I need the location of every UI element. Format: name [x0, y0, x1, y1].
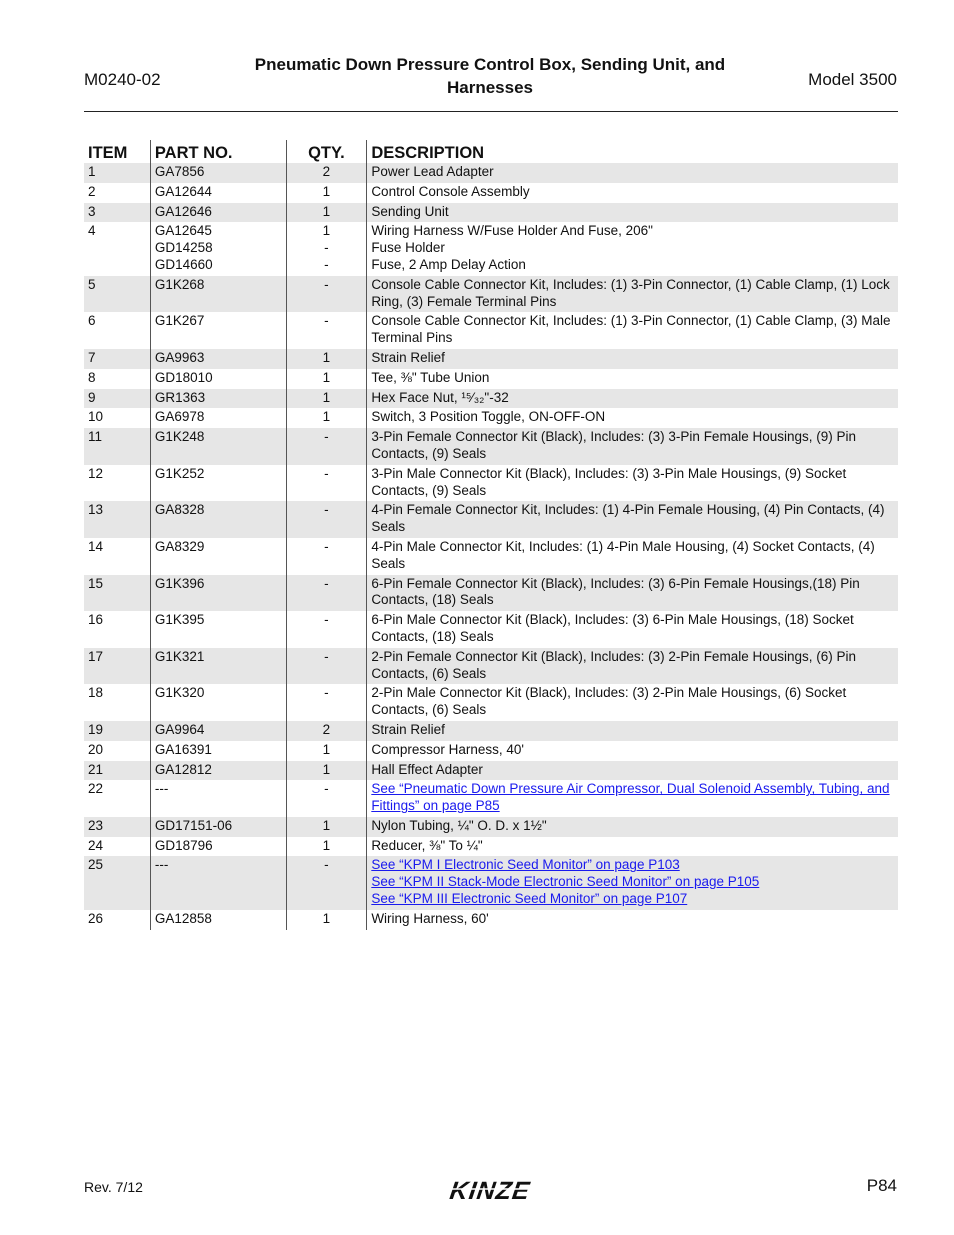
part-number: G1K248	[154, 429, 205, 445]
quantity-cell	[286, 538, 367, 575]
quantity-cell	[286, 222, 367, 275]
quantity: -	[324, 781, 329, 797]
item-number: 15	[84, 575, 150, 612]
part-number-cell	[150, 408, 286, 428]
description-cell	[367, 780, 898, 817]
part-number: GA12646	[154, 203, 212, 219]
description: Control Console Assembly	[371, 183, 530, 199]
part-number-cell	[150, 741, 286, 761]
part-number-cell	[150, 684, 286, 721]
part-number-cell	[150, 183, 286, 203]
part-number: GA6978	[154, 409, 205, 425]
description: Sending Unit	[371, 203, 449, 219]
quantity: 1	[322, 741, 331, 757]
quantity: 1	[322, 183, 331, 199]
item-number: 2	[84, 183, 150, 203]
part-number-cell	[150, 648, 286, 685]
item-number: 8	[84, 369, 150, 389]
quantity-cell	[286, 761, 367, 781]
quantity: -	[324, 538, 329, 554]
part-number-cell	[150, 817, 286, 837]
quantity-cell	[286, 369, 367, 389]
part-number: G1K252	[154, 465, 205, 481]
table-row	[84, 721, 898, 741]
cross-reference-link[interactable]: See “KPM III Electronic Seed Monitor” on page P107	[371, 891, 688, 907]
quantity: 1	[322, 203, 331, 219]
table-row	[84, 684, 898, 721]
table-row	[84, 575, 898, 612]
table-row	[84, 312, 898, 349]
part-number-cell	[150, 837, 286, 857]
part-number-cell	[150, 856, 286, 909]
column-header-description: DESCRIPTION	[371, 144, 485, 162]
part-number-cell	[150, 312, 286, 349]
item-number: 3	[84, 203, 150, 223]
item-number: 22	[84, 780, 150, 817]
table-row	[84, 817, 898, 837]
description: Wiring Harness, 60'	[371, 910, 489, 926]
column-header-item: ITEM	[84, 140, 150, 163]
quantity-cell	[286, 408, 367, 428]
description-cell	[367, 817, 898, 837]
part-number: GA16391	[154, 741, 212, 757]
description-cell	[367, 163, 898, 183]
part-number: GD17151-06	[154, 817, 233, 833]
quantity-cell	[286, 428, 367, 465]
description: Strain Relief	[371, 721, 445, 737]
description: 2-Pin Female Connector Kit (Black), Includes: (3) 2-Pin Female Housings, (6) Pin Contacts, (6) Seals	[371, 648, 857, 681]
part-number: G1K320	[154, 685, 205, 701]
quantity: -	[324, 256, 329, 272]
description: Hex Face Nut, ¹⁵⁄₃₂"-32	[371, 389, 509, 405]
part-number: GA12645	[154, 223, 212, 239]
item-number: 10	[84, 408, 150, 428]
part-number: ---	[154, 857, 169, 873]
description-cell	[367, 369, 898, 389]
description-cell	[367, 837, 898, 857]
part-number-cell	[150, 389, 286, 409]
item-number: 14	[84, 538, 150, 575]
quantity-cell	[286, 349, 367, 369]
item-number: 13	[84, 501, 150, 538]
table-row	[84, 501, 898, 538]
page-number: P84	[866, 1176, 897, 1195]
description-cell	[367, 575, 898, 612]
part-number-cell	[150, 611, 286, 648]
table-row	[84, 611, 898, 648]
description-cell	[367, 910, 898, 930]
description-cell	[367, 389, 898, 409]
part-number: GA9963	[154, 349, 205, 365]
item-number: 24	[84, 837, 150, 857]
table-row	[84, 369, 898, 389]
table-row	[84, 276, 898, 313]
item-number: 11	[84, 428, 150, 465]
description: Fuse Holder	[371, 240, 445, 256]
quantity: 1	[322, 369, 331, 385]
cross-reference-link[interactable]: See “Pneumatic Down Pressure Air Compressor, Dual Solenoid Assembly, Tubing, and Fittings” on page P85	[371, 781, 890, 814]
part-number: GD18796	[154, 837, 213, 853]
quantity-cell	[286, 910, 367, 930]
page-title: Pneumatic Down Pressure Control Box, Sending Unit, and Harnesses	[254, 55, 726, 97]
model-label: Model 3500	[808, 70, 897, 89]
item-number: 21	[84, 761, 150, 781]
quantity-cell	[286, 312, 367, 349]
description-cell	[367, 501, 898, 538]
quantity: -	[324, 857, 329, 873]
quantity-cell	[286, 817, 367, 837]
description: Fuse, 2 Amp Delay Action	[371, 256, 526, 272]
part-number: GA8329	[154, 538, 205, 554]
part-number: GD14660	[154, 256, 213, 272]
quantity: 2	[322, 721, 331, 737]
column-header-part-no: PART NO.	[150, 140, 286, 163]
table-row	[84, 910, 898, 930]
part-number: GD14258	[154, 240, 213, 256]
item-number: 16	[84, 611, 150, 648]
quantity: -	[324, 313, 329, 329]
description-cell	[367, 183, 898, 203]
item-number: 9	[84, 389, 150, 409]
parts-table	[84, 140, 898, 930]
part-number-cell	[150, 465, 286, 502]
part-number-cell	[150, 428, 286, 465]
part-number-cell	[150, 163, 286, 183]
svg-text:KINZE: KINZE	[448, 1177, 532, 1205]
quantity: 1	[322, 837, 331, 853]
description-cell	[367, 721, 898, 741]
table-row	[84, 837, 898, 857]
quantity-cell	[286, 575, 367, 612]
table-row	[84, 163, 898, 183]
item-number: 1	[84, 163, 150, 183]
quantity: 1	[322, 910, 331, 926]
part-number: G1K267	[154, 313, 205, 329]
description: Reducer, ⅜" To ¼"	[371, 837, 483, 853]
description: 6-Pin Female Connector Kit (Black), Includes: (3) 6-Pin Female Housings,(18) Pin Contacts, (18) Seals	[371, 575, 860, 608]
description: 6-Pin Male Connector Kit (Black), Includes: (3) 6-Pin Male Housings, (18) Socket Contacts, (18) Seals	[371, 612, 854, 644]
table-row	[84, 761, 898, 781]
description-cell	[367, 408, 898, 428]
quantity: -	[324, 276, 329, 292]
part-number: GA9964	[154, 721, 205, 737]
description-cell	[367, 222, 898, 275]
kinze-logo	[432, 1177, 552, 1205]
part-number: G1K268	[154, 276, 205, 292]
item-number: 18	[84, 684, 150, 721]
description: Power Lead Adapter	[371, 164, 494, 179]
quantity: -	[324, 575, 329, 591]
description-cell	[367, 761, 898, 781]
part-number-cell	[150, 501, 286, 538]
quantity: 1	[322, 389, 331, 405]
description-cell	[367, 684, 898, 721]
quantity: 2	[322, 164, 331, 179]
item-number: 6	[84, 312, 150, 349]
quantity-cell	[286, 203, 367, 223]
item-number: 19	[84, 721, 150, 741]
table-row	[84, 856, 898, 909]
table-row	[84, 389, 898, 409]
quantity: -	[324, 429, 329, 445]
table-row	[84, 222, 898, 275]
table-row	[84, 203, 898, 223]
description-cell	[367, 203, 898, 223]
quantity: 1	[322, 817, 331, 833]
table-row	[84, 428, 898, 465]
item-number: 23	[84, 817, 150, 837]
quantity: -	[324, 648, 329, 664]
description-cell	[367, 741, 898, 761]
item-number: 20	[84, 741, 150, 761]
description: Hall Effect Adapter	[371, 761, 483, 777]
item-number: 17	[84, 648, 150, 685]
description-cell	[367, 312, 898, 349]
part-number: GA12858	[154, 910, 212, 926]
description-cell	[367, 465, 898, 502]
table-row	[84, 408, 898, 428]
part-number-cell	[150, 369, 286, 389]
part-number: GR1363	[154, 389, 206, 405]
description: 4-Pin Female Connector Kit, Includes: (1) 4-Pin Female Housing, (4) Pin Contacts, (4) Seals	[371, 502, 885, 535]
quantity-cell	[286, 501, 367, 538]
part-number-cell	[150, 780, 286, 817]
description: Compressor Harness, 40'	[371, 741, 524, 757]
quantity-cell	[286, 276, 367, 313]
part-number-cell	[150, 761, 286, 781]
table-row	[84, 349, 898, 369]
quantity-cell	[286, 611, 367, 648]
description: 3-Pin Female Connector Kit (Black), Includes: (3) 3-Pin Female Housings, (9) Pin Contacts, (9) Seals	[371, 429, 857, 461]
table-row	[84, 183, 898, 203]
description-cell	[367, 276, 898, 313]
column-header-qty: QTY.	[286, 140, 367, 163]
quantity-cell	[286, 837, 367, 857]
quantity: 1	[322, 223, 331, 239]
quantity: -	[324, 502, 329, 518]
description-cell	[367, 538, 898, 575]
quantity: -	[324, 685, 329, 701]
quantity-cell	[286, 183, 367, 203]
quantity-cell	[286, 684, 367, 721]
description: Nylon Tubing, ¼" O. D. x 1½"	[371, 817, 547, 833]
revision-label: Rev. 7/12	[84, 1179, 143, 1195]
description-cell	[367, 648, 898, 685]
part-number-cell	[150, 575, 286, 612]
description: 4-Pin Male Connector Kit, Includes: (1) 4-Pin Male Housing, (4) Socket Contacts, (4) Seals	[371, 538, 875, 571]
cross-reference-link[interactable]: See “KPM I Electronic Seed Monitor” on page P103	[371, 857, 680, 873]
table-row	[84, 648, 898, 685]
quantity-cell	[286, 465, 367, 502]
quantity: 1	[322, 409, 331, 425]
description-cell	[367, 611, 898, 648]
description: 2-Pin Male Connector Kit (Black), Includes: (3) 2-Pin Male Housings, (6) Socket Contacts, (6) Seals	[371, 685, 847, 718]
description-cell	[367, 428, 898, 465]
part-number: GA12812	[154, 761, 212, 777]
part-number-cell	[150, 203, 286, 223]
part-number-cell	[150, 721, 286, 741]
quantity-cell	[286, 389, 367, 409]
quantity-cell	[286, 721, 367, 741]
item-number: 7	[84, 349, 150, 369]
part-number: G1K395	[154, 612, 205, 628]
table-row	[84, 780, 898, 817]
part-number: GD18010	[154, 369, 213, 385]
quantity: -	[324, 465, 329, 481]
description: Tee, ⅜" Tube Union	[371, 369, 490, 385]
description: Switch, 3 Position Toggle, ON-OFF-ON	[371, 409, 606, 425]
document-number: M0240-02	[84, 70, 161, 89]
description: Console Cable Connector Kit, Includes: (1) 3-Pin Connector, (1) Cable Clamp, (1) Lock Ring, (3) Female Terminal Pins	[371, 276, 890, 309]
table-row	[84, 741, 898, 761]
table-header-row	[84, 140, 898, 163]
part-number-cell	[150, 910, 286, 930]
table-row	[84, 538, 898, 575]
table-row	[84, 465, 898, 502]
item-number: 4	[84, 222, 150, 275]
quantity-cell	[286, 741, 367, 761]
quantity: -	[324, 612, 329, 628]
part-number: G1K321	[154, 648, 205, 664]
quantity: -	[324, 240, 329, 256]
part-number: G1K396	[154, 575, 205, 591]
description: 3-Pin Male Connector Kit (Black), Includes: (3) 3-Pin Male Housings, (9) Socket Contacts, (9) Seals	[371, 465, 847, 498]
item-number: 26	[84, 910, 150, 930]
part-number: GA7856	[154, 164, 205, 179]
item-number: 25	[84, 856, 150, 909]
quantity: 1	[322, 349, 331, 365]
cross-reference-link[interactable]: See “KPM II Stack-Mode Electronic Seed Monitor” on page P105	[371, 874, 760, 890]
part-number: GA8328	[154, 502, 205, 518]
part-number: GA12644	[154, 183, 212, 199]
quantity: 1	[322, 761, 331, 777]
item-number: 5	[84, 276, 150, 313]
description: Wiring Harness W/Fuse Holder And Fuse, 206"	[371, 223, 653, 239]
item-number: 12	[84, 465, 150, 502]
description: Strain Relief	[371, 349, 445, 365]
description-cell	[367, 349, 898, 369]
header-divider	[84, 111, 898, 112]
part-number-cell	[150, 349, 286, 369]
quantity-cell	[286, 856, 367, 909]
part-number-cell	[150, 538, 286, 575]
quantity-cell	[286, 163, 367, 183]
part-number: ---	[154, 781, 169, 797]
quantity-cell	[286, 780, 367, 817]
part-number-cell	[150, 276, 286, 313]
description-cell	[367, 856, 898, 909]
quantity-cell	[286, 648, 367, 685]
description: Console Cable Connector Kit, Includes: (1) 3-Pin Connector, (1) Cable Clamp, (3) Male Terminal Pins	[371, 313, 891, 346]
part-number-cell	[150, 222, 286, 275]
